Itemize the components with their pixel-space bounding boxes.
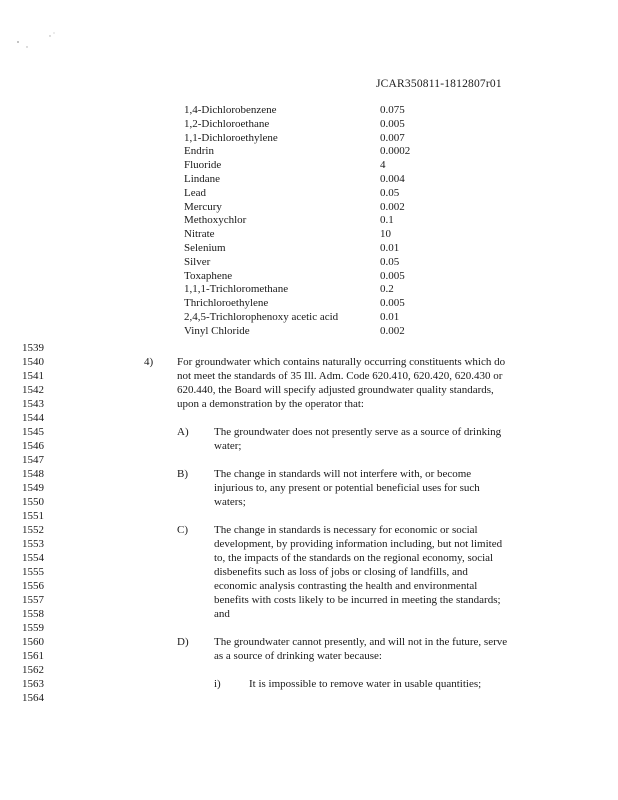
item-b-text-line: waters; [214, 496, 246, 508]
item-c-marker: C) [177, 524, 188, 536]
table-row [184, 214, 424, 228]
line-number: 1547 [22, 454, 44, 466]
item-4-text-line: upon a demonstration by the operator that: [177, 398, 364, 410]
line-number: 1561 [22, 650, 44, 662]
table-row [184, 201, 424, 215]
constituent-name: Lead [184, 186, 206, 199]
line-number: 1543 [22, 398, 44, 410]
item-c-text-line: and [214, 608, 230, 620]
constituent-value: 0.01 [380, 310, 400, 323]
constituent-value: 0.05 [380, 255, 400, 268]
constituent-value: 4 [380, 159, 386, 172]
constituent-name: Methoxychlor [184, 214, 247, 227]
constituent-value: 0.075 [380, 104, 405, 116]
item-a-text-line: The groundwater does not presently serve as a source of drinking [214, 426, 502, 438]
constituent-value: 0.007 [380, 131, 405, 144]
table-row [184, 256, 424, 270]
constituent-value: 0.01 [380, 241, 400, 254]
table-row [184, 270, 424, 284]
constituent-name: 1,4-Dichlorobenzene [184, 104, 277, 116]
constituent-value: 0.2 [380, 283, 394, 296]
constituent-value: 0.005 [380, 269, 405, 282]
table-row [184, 132, 424, 146]
constituent-value: 0.004 [380, 172, 405, 185]
item-c-text-line: economic analysis contrasting the health and environmental [214, 580, 478, 592]
table-row [184, 187, 424, 201]
line-number: 1564 [22, 692, 44, 704]
table-row [184, 283, 424, 297]
constituent-value: 0.05 [380, 186, 400, 199]
line-number: 1540 [22, 356, 44, 368]
line-number: 1555 [22, 566, 44, 578]
scan-speck-marks [14, 30, 64, 54]
item-d-i-text-line: It is impossible to remove water in usable quantities; [249, 678, 482, 690]
line-number: 1542 [22, 384, 44, 396]
line-number: 1557 [22, 594, 44, 606]
item-4-marker: 4) [144, 356, 154, 368]
line-number: 1546 [22, 440, 44, 452]
item-4-text-line: For groundwater which contains naturally occurring constituents which do [177, 356, 506, 368]
constituent-name: Toxaphene [184, 269, 233, 282]
line-number: 1554 [22, 552, 44, 564]
constituent-name: Selenium [184, 241, 226, 254]
constituent-name: 1,1,1-Trichloromethane [184, 283, 289, 296]
constituent-value: 0.1 [380, 214, 394, 227]
item-c-text-line: disbenefits such as loss of jobs or closing of landfills, and [214, 566, 468, 578]
table-row [184, 311, 424, 325]
constituent-name: 2,4,5-Trichlorophenoxy acetic acid [184, 310, 339, 323]
line-number: 1560 [22, 636, 44, 648]
line-number: 1545 [22, 426, 44, 438]
item-c-text-line: to, the impacts of the standards on the regional economy, social [214, 552, 494, 564]
document-id: JCAR350811-1812807r01 [376, 78, 502, 90]
item-c-text-line: development, by providing information including, but not limited [214, 538, 503, 550]
line-number: 1544 [22, 412, 44, 424]
table-row [184, 159, 424, 173]
constituent-name: 1,2-Dichloroethane [184, 117, 270, 130]
standards-table [184, 104, 424, 339]
item-a-text-line: water; [214, 440, 242, 452]
constituent-name: Silver [184, 255, 211, 268]
line-number: 1558 [22, 608, 44, 620]
line-number: 1549 [22, 482, 44, 494]
item-b-text-line: injurious to, any present or potential beneficial uses for such [214, 482, 480, 494]
line-number: 1548 [22, 468, 44, 480]
item-d-i-marker: i) [214, 678, 221, 690]
line-number: 1553 [22, 538, 44, 550]
constituent-name: Vinyl Chloride [184, 324, 250, 337]
item-a-marker: A) [177, 426, 189, 438]
constituent-name: Endrin [184, 145, 214, 158]
table-row [184, 118, 424, 132]
table-row [184, 297, 424, 311]
line-number: 1563 [22, 678, 44, 690]
item-4-text-line: 620.440, the Board will specify adjusted groundwater quality standards, [177, 384, 494, 396]
constituent-name: 1,1-Dichloroethylene [184, 131, 278, 144]
constituent-name: Mercury [184, 200, 222, 213]
item-4-text-line: not meet the standards of 35 Ill. Adm. Code 620.410, 620.420, 620.430 or [177, 370, 503, 382]
constituent-name: Nitrate [184, 228, 215, 241]
item-d-text-line: as a source of drinking water because: [214, 650, 382, 662]
line-number: 1550 [22, 496, 44, 508]
line-number: 1541 [22, 370, 44, 382]
constituent-name: Lindane [184, 172, 221, 185]
item-c-text-line: benefits with costs likely to be incurred in meeting the standards; [214, 594, 501, 606]
line-number: 1559 [22, 622, 44, 634]
constituent-value: 0.002 [380, 324, 405, 337]
table-row [184, 228, 424, 242]
constituent-value: 0.002 [380, 200, 405, 213]
line-number: 1556 [22, 580, 44, 592]
constituent-value: 0.005 [380, 297, 405, 310]
constituent-value: 0.005 [380, 117, 405, 130]
constituent-name: Thrichloroethylene [184, 297, 269, 310]
item-d-marker: D) [177, 636, 189, 648]
constituent-name: Fluoride [184, 159, 222, 172]
table-row [184, 242, 424, 256]
item-c-text-line: The change in standards is necessary for economic or social [214, 524, 478, 536]
line-number: 1539 [22, 342, 44, 354]
table-row [184, 145, 424, 159]
table-row [184, 173, 424, 187]
constituent-value: 10 [380, 228, 391, 241]
line-number: 1562 [22, 664, 44, 676]
table-row [184, 325, 424, 339]
line-number: 1551 [22, 510, 44, 522]
line-number: 1552 [22, 524, 44, 536]
item-b-marker: B) [177, 468, 188, 480]
constituent-value: 0.0002 [380, 145, 411, 158]
item-b-text-line: The change in standards will not interfere with, or become [214, 468, 472, 480]
item-d-text-line: The groundwater cannot presently, and will not in the future, serve [214, 636, 508, 648]
table-row [184, 104, 424, 118]
